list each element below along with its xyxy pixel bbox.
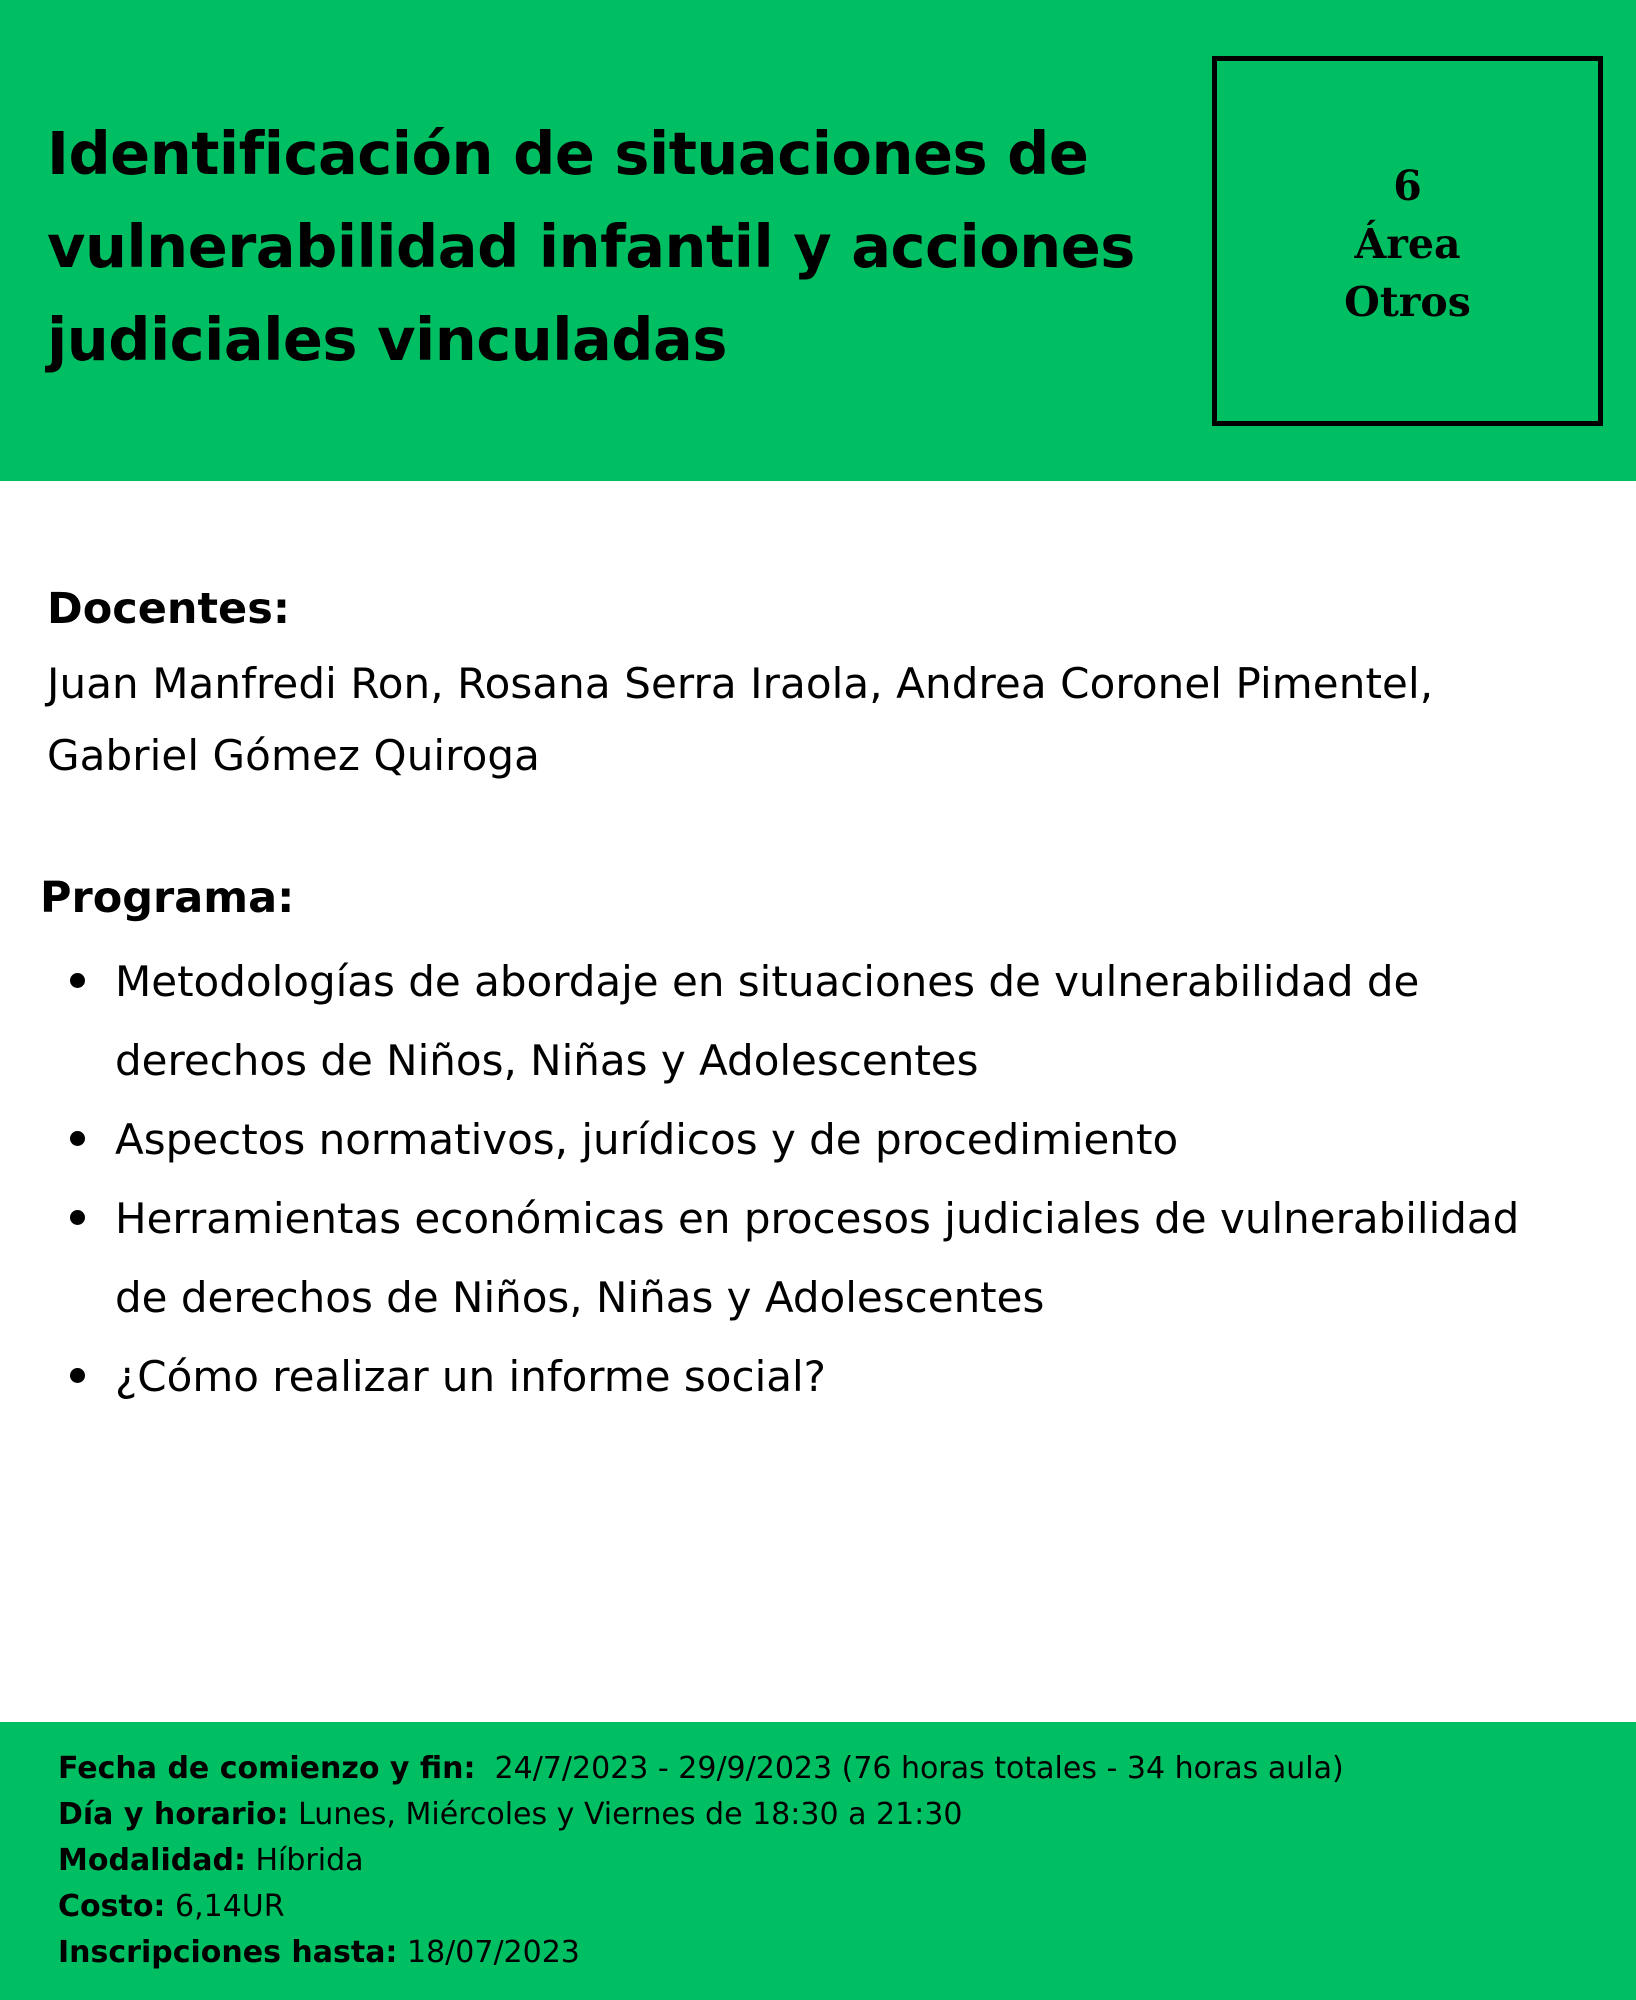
programa-list <box>0 942 1600 1416</box>
details-list <box>58 1746 1618 1976</box>
costo-row <box>58 1884 1618 1930</box>
programa-item <box>0 942 1600 1100</box>
programa-item <box>0 1337 1600 1416</box>
docentes-heading: Docentes: <box>47 584 291 634</box>
modalidad-label: Modalidad: <box>58 1843 246 1878</box>
area-name: Otros <box>1344 278 1471 326</box>
bullet-icon <box>70 1131 85 1146</box>
programa-item-text: ¿Cómo realizar un informe social? <box>115 1352 826 1401</box>
horario-value: Lunes, Miércoles y Viernes de 18:30 a 21:30 <box>298 1797 963 1832</box>
header-banner <box>0 0 1636 481</box>
programa-item-text: Aspectos normativos, jurídicos y de procedimiento <box>115 1115 1179 1164</box>
area-number: 6 <box>1393 162 1422 210</box>
modalidad-row <box>58 1838 1618 1884</box>
fecha-label: Fecha de comienzo y fin: <box>58 1751 476 1786</box>
bullet-icon <box>70 1368 85 1383</box>
course-title: Identificación de situaciones de vulnerabilidad infantil y acciones judiciales vinculadas <box>47 119 1135 374</box>
bullet-icon <box>70 1210 85 1225</box>
inscripciones-value: 18/07/2023 <box>406 1935 580 1970</box>
docentes-names: Juan Manfredi Ron, Rosana Serra Iraola, Andrea Coronel Pimentel, Gabriel Gómez Quiroga <box>47 659 1434 780</box>
programa-item-text: Metodologías de abordaje en situaciones de vulnerabilidad de derechos de Niños, Niñas y Adolescentes <box>115 957 1420 1085</box>
programa-item-text: Herramientas económicas en procesos judiciales de vulnerabilidad de derechos de Niños, Niñas y Adolescentes <box>115 1194 1520 1322</box>
horario-row <box>58 1792 1618 1838</box>
fecha-row <box>58 1746 1618 1792</box>
programa-item <box>0 1179 1600 1337</box>
programa-item <box>0 1100 1600 1179</box>
area-label: Área <box>1354 220 1461 268</box>
costo-label: Costo: <box>58 1889 166 1924</box>
costo-value: 6,14UR <box>174 1889 285 1924</box>
area-box <box>1212 56 1603 426</box>
modalidad-value: Híbrida <box>255 1843 364 1878</box>
inscripciones-row <box>58 1930 1618 1976</box>
details-footer <box>0 1722 1636 2000</box>
bullet-icon <box>70 973 85 988</box>
fecha-value: 24/7/2023 - 29/9/2023 (76 horas totales - 34 horas aula) <box>494 1751 1344 1786</box>
inscripciones-label: Inscripciones hasta: <box>58 1935 398 1970</box>
horario-label: Día y horario: <box>58 1797 289 1832</box>
programa-heading: Programa: <box>40 873 295 923</box>
